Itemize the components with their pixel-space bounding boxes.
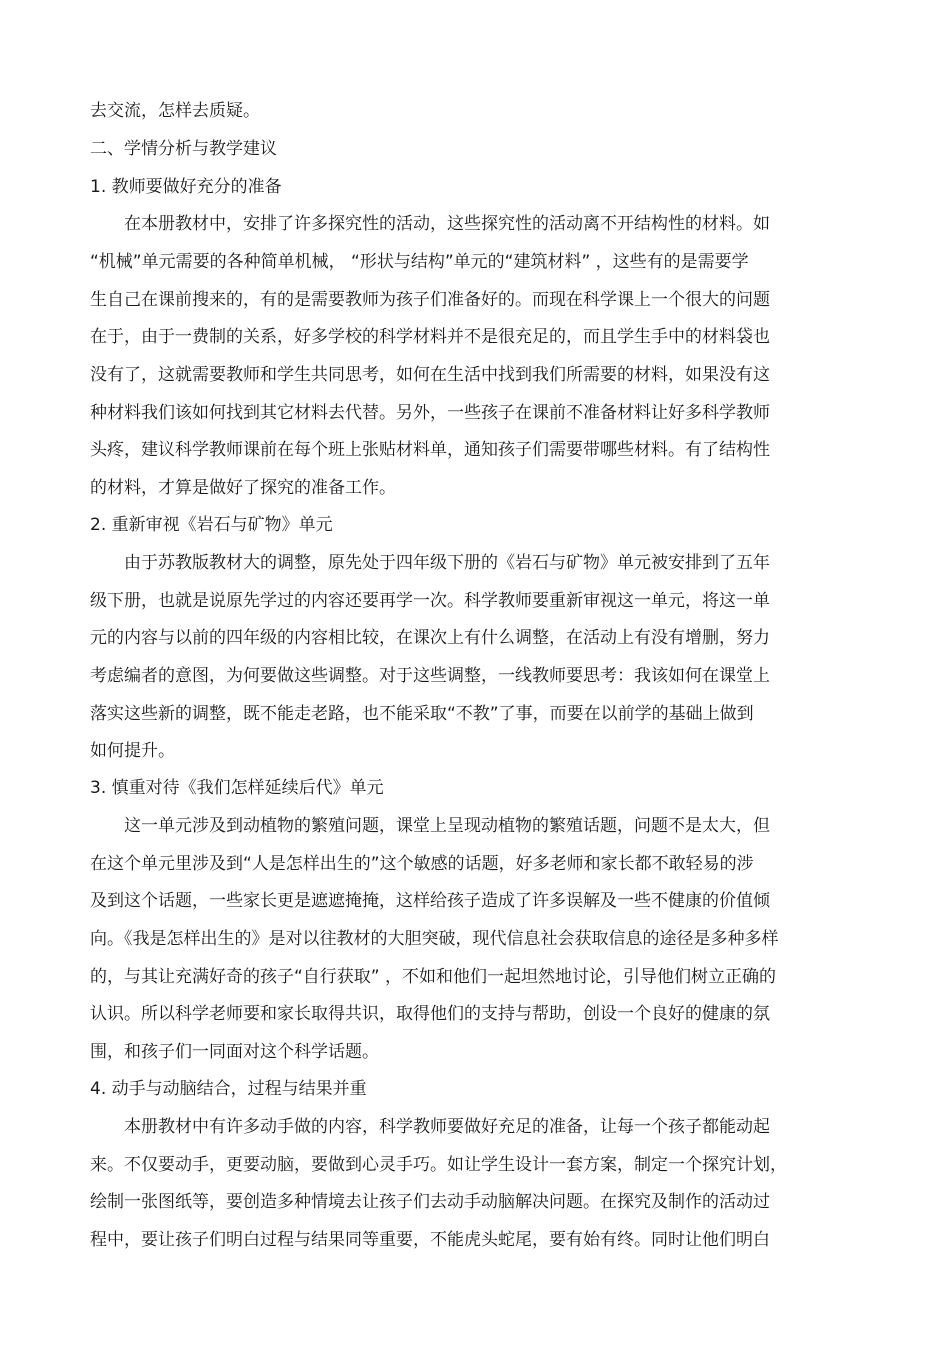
text-line: 去交流，怎样去质疑。	[90, 101, 260, 121]
paragraph-line: 级下册，也就是说原先学过的内容还要再学一次。科学教师要重新审视这一单元，将这一单	[90, 591, 770, 611]
subsection-heading: 3. 慎重对待《我们怎样延续后代》单元	[90, 778, 384, 798]
paragraph-line: 没有了，这就需要教师和学生共同思考，如何在生活中找到我们所需要的材料，如果没有这	[90, 365, 770, 385]
paragraph-line: 的材料，才算是做好了探究的准备工作。	[90, 478, 396, 498]
paragraph-line: 生自己在课前搜来的，有的是需要教师为孩子们准备好的。而现在科学课上一个很大的问题	[90, 290, 770, 310]
subsection-heading: 1. 教师要做好充分的准备	[90, 177, 282, 197]
paragraph-line: 向。《我是怎样出生的》是对以往教材的大胆突破，现代信息社会获取信息的途径是多种多样	[90, 929, 779, 949]
paragraph-line: 落实这些新的调整，既不能走老路，也不能采取“不教”了事，而要在以前学的基础上做到	[90, 704, 754, 724]
paragraph-line: 在本册教材中，安排了许多探究性的活动，这些探究性的活动离不开结构性的材料。如	[124, 214, 770, 234]
paragraph-line: 绘制一张图纸等，要创造多种情境去让孩子们去动手动脑解决问题。在探究及制作的活动过	[90, 1192, 770, 1212]
paragraph-line: 如何提升。	[90, 741, 175, 761]
paragraph-line: 程中，要让孩子们明白过程与结果同等重要，不能虎头蛇尾，要有始有终。同时让他们明白	[90, 1230, 770, 1250]
paragraph-line: 考虑编者的意图，为何要做这些调整。对于这些调整，一线教师要思考：我该如何在课堂上	[90, 666, 770, 686]
section-heading: 二、学情分析与教学建议	[90, 139, 277, 159]
paragraph-line: 及到这个话题，一些家长更是遮遮掩掩，这样给孩子造成了许多误解及一些不健康的价值倾	[90, 891, 770, 911]
paragraph-line: 由于苏教版教材大的调整，原先处于四年级下册的《岩石与矿物》单元被安排到了五年	[124, 553, 770, 573]
paragraph-line: 认识。所以科学老师要和家长取得共识，取得他们的支持与帮助，创设一个良好的健康的氛	[90, 1004, 770, 1024]
paragraph-line: 头疼，建议科学教师课前在每个班上张贴材料单，通知孩子们需要带哪些材料。有了结构性	[90, 440, 770, 460]
paragraph-line: 在于，由于一费制的关系，好多学校的科学材料并不是很充足的，而且学生手中的材料袋也	[90, 327, 770, 347]
paragraph-line: 的，与其让充满好奇的孩子“自行获取” ，不如和他们一起坦然地讨论，引导他们树立正确的	[90, 967, 777, 987]
paragraph-line: 围，和孩子们一同面对这个科学话题。	[90, 1042, 379, 1062]
paragraph-line: “机械”单元需要的各种简单机械， “形状与结构”单元的“建筑材料” ，这些有的是需要学	[90, 252, 749, 272]
paragraph-line: 元的内容与以前的四年级的内容相比较，在课次上有什么调整，在活动上有没有增删，努力	[90, 628, 770, 648]
paragraph-line: 来。不仅要动手，更要动脑，要做到心灵手巧。如让学生设计一套方案，制定一个探究计划，	[90, 1155, 787, 1175]
paragraph-line: 在这个单元里涉及到“人是怎样出生的”这个敏感的话题，好多老师和家长都不敢轻易的涉	[90, 854, 754, 874]
subsection-heading: 4. 动手与动脑结合，过程与结果并重	[90, 1079, 367, 1099]
paragraph-line: 本册教材中有许多动手做的内容，科学教师要做好充足的准备，让每一个孩子都能动起	[124, 1117, 770, 1137]
paragraph-line: 种材料我们该如何找到其它材料去代替。另外，一些孩子在课前不准备材料让好多科学教师	[90, 403, 770, 423]
subsection-heading: 2. 重新审视《岩石与矿物》单元	[90, 515, 333, 535]
paragraph-line: 这一单元涉及到动植物的繁殖问题，课堂上呈现动植物的繁殖话题，问题不是太大，但	[124, 816, 770, 836]
